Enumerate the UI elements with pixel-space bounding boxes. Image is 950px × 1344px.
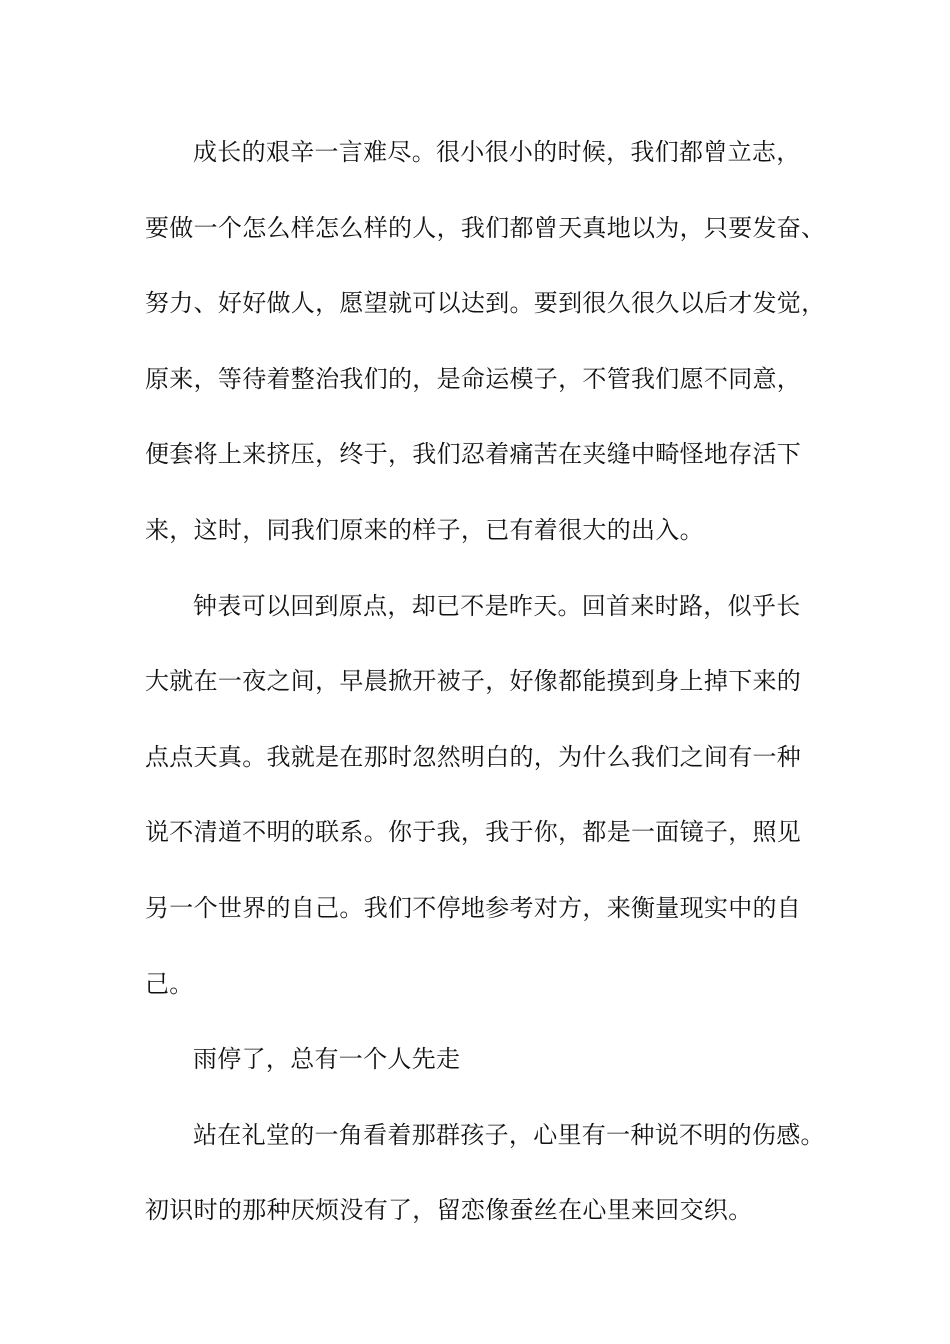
text-line-9: 点点天真。我就是在那时忽然明白的，为什么我们之间有一种 bbox=[145, 742, 802, 771]
text-line-6: 来，这时，同我们原来的样子，已有着很大的出入。 bbox=[145, 515, 704, 544]
text-line-1: 成长的艰辛一言难尽。很小很小的时候，我们都曾立志， bbox=[193, 138, 801, 166]
text-line-12: 己。 bbox=[145, 969, 194, 998]
text-line-10: 说不清道不明的联系。你于我，我于你，都是一面镜子，照见 bbox=[145, 818, 802, 847]
text-line-3: 努力、好好做人，愿望就可以达到。要到很久很久以后才发觉， bbox=[145, 289, 826, 318]
text-line-15: 初识时的那种厌烦没有了，留恋像蚕丝在心里来回交织。 bbox=[145, 1196, 753, 1225]
text-line-7: 钟表可以回到原点，却已不是昨天。回首来时路，似乎长 bbox=[193, 591, 801, 620]
text-line-14: 站在礼堂的一角看着那群孩子，心里有一种说不明的伤感。 bbox=[193, 1120, 825, 1149]
body-text bbox=[145, 129, 825, 1263]
text-line-2: 要做一个怎么样怎么样的人，我们都曾天真地以为，只要发奋、 bbox=[145, 213, 826, 242]
text-line-5: 便套将上来挤压，终于，我们忍着痛苦在夹缝中畸怪地存活下 bbox=[145, 440, 802, 469]
text-line-4: 原来，等待着整治我们的，是命运模子，不管我们愿不同意， bbox=[145, 364, 802, 393]
text-line-11: 另一个世界的自己。我们不停地参考对方，来衡量现实中的自 bbox=[145, 893, 802, 922]
text-line-8: 大就在一夜之间，早晨掀开被子，好像都能摸到身上掉下来的 bbox=[145, 667, 802, 696]
text-line-13: 雨停了，总有一个人先走 bbox=[193, 1045, 461, 1074]
